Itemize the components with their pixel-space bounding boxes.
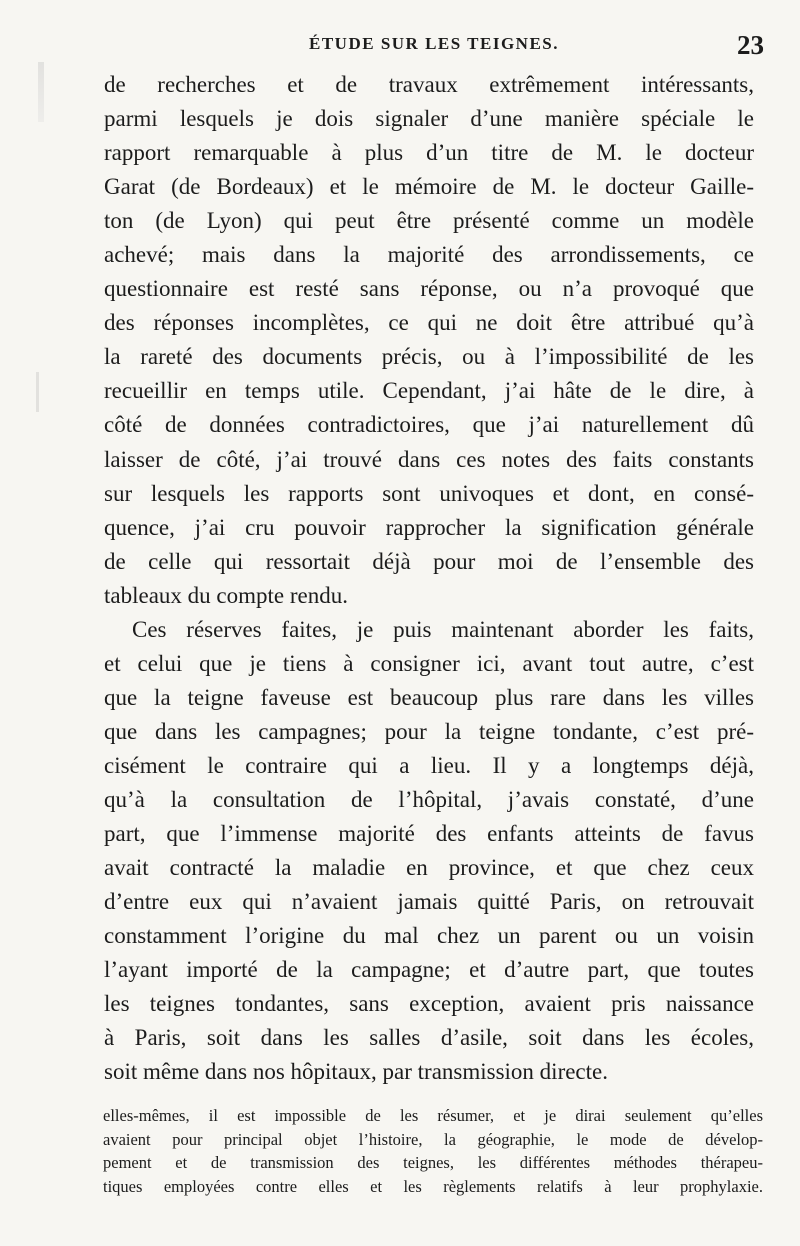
footnote-line: pement et de transmission des teignes, les différentes méthodes thérapeu- <box>103 1153 763 1172</box>
text-line: avait contracté la maladie en province, et que chez ceux <box>104 855 754 881</box>
page-header <box>104 30 764 64</box>
text-line: que dans les campagnes; pour la teigne tondante, c’est pré- <box>104 718 754 744</box>
text-line: laisser de côté, j’ai trouvé dans ces notes des faits constants <box>104 446 754 472</box>
text-line: parmi lesquels je dois signaler d’une manière spéciale le <box>104 106 754 132</box>
text-line: et celui que je tiens à consigner ici, avant tout autre, c’est <box>104 650 754 676</box>
footnote-line: avaient pour principal objet l’histoire, la géographie, le mode de dévelop- <box>103 1129 763 1149</box>
text-line: qu’à la consultation de l’hôpital, j’avais constaté, d’une <box>104 786 754 812</box>
text-line: de recherches et de travaux extrêmement intéressants, <box>104 72 754 97</box>
text-line: quence, j’ai cru pouvoir rapprocher la signification générale <box>104 514 754 540</box>
running-head: ÉTUDE SUR LES TEIGNES. <box>309 34 559 53</box>
text-line: que la teigne faveuse est beaucoup plus rare dans les villes <box>104 684 754 710</box>
text-line: tableaux du compte rendu. <box>104 582 348 608</box>
text-line: des réponses incomplètes, ce qui ne doit être attribué qu’à <box>104 310 754 336</box>
text-line: Ces réserves faites, je puis maintenant aborder les faits, <box>132 616 754 642</box>
margin-mark <box>36 372 39 412</box>
text-line: constamment l’origine du mal chez un parent ou un voisin <box>104 923 754 949</box>
text-line: recueillir en temps utile. Cependant, j’ai hâte de le dire, à <box>104 378 754 404</box>
text-line: l’ayant importé de la campagne; et d’autre part, que toutes <box>104 957 754 983</box>
text-line: ton (de Lyon) qui peut être présenté comme un modèle <box>104 208 754 234</box>
text-line: à Paris, soit dans les salles d’asile, soit dans les écoles, <box>104 1025 754 1051</box>
text-line: les teignes tondantes, sans exception, avaient pris naissance <box>104 991 754 1017</box>
text-line: Garat (de Bordeaux) et le mémoire de M. le docteur Gaille- <box>104 174 754 200</box>
page-number: 23 <box>737 30 764 60</box>
text-line: d’entre eux qui n’avaient jamais quitté Paris, on retrouvait <box>104 889 754 915</box>
text-line: part, que l’immense majorité des enfants atteints de favus <box>104 821 754 847</box>
text-line: sur lesquels les rapports sont univoques et dont, en consé- <box>104 480 754 506</box>
margin-mark <box>38 62 44 122</box>
text-line: achevé; mais dans la majorité des arrondissements, ce <box>104 242 754 268</box>
footnote-line: tiques employées contre elles et les règlements relatifs à leur prophylaxie. <box>103 1176 763 1196</box>
text-line: rapport remarquable à plus d’un titre de M. le docteur <box>104 140 754 166</box>
body-text <box>104 68 754 1089</box>
text-line: cisément le contraire qui a lieu. Il y a longtemps déjà, <box>104 752 754 778</box>
footnote-line: elles-mêmes, il est impossible de les résumer, et je dirai seulement qu’elles <box>103 1106 763 1125</box>
text-line: soit même dans nos hôpitaux, par transmission directe. <box>104 1059 608 1085</box>
text-line: questionnaire est resté sans réponse, ou n’a provoqué que <box>104 276 754 302</box>
text-line: côté de données contradictoires, que j’ai naturellement dû <box>104 412 754 438</box>
footnote <box>103 1104 763 1198</box>
text-line: la rareté des documents précis, ou à l’impossibilité de les <box>104 344 754 370</box>
text-line: de celle qui ressortait déjà pour moi de l’ensemble des <box>104 548 754 574</box>
